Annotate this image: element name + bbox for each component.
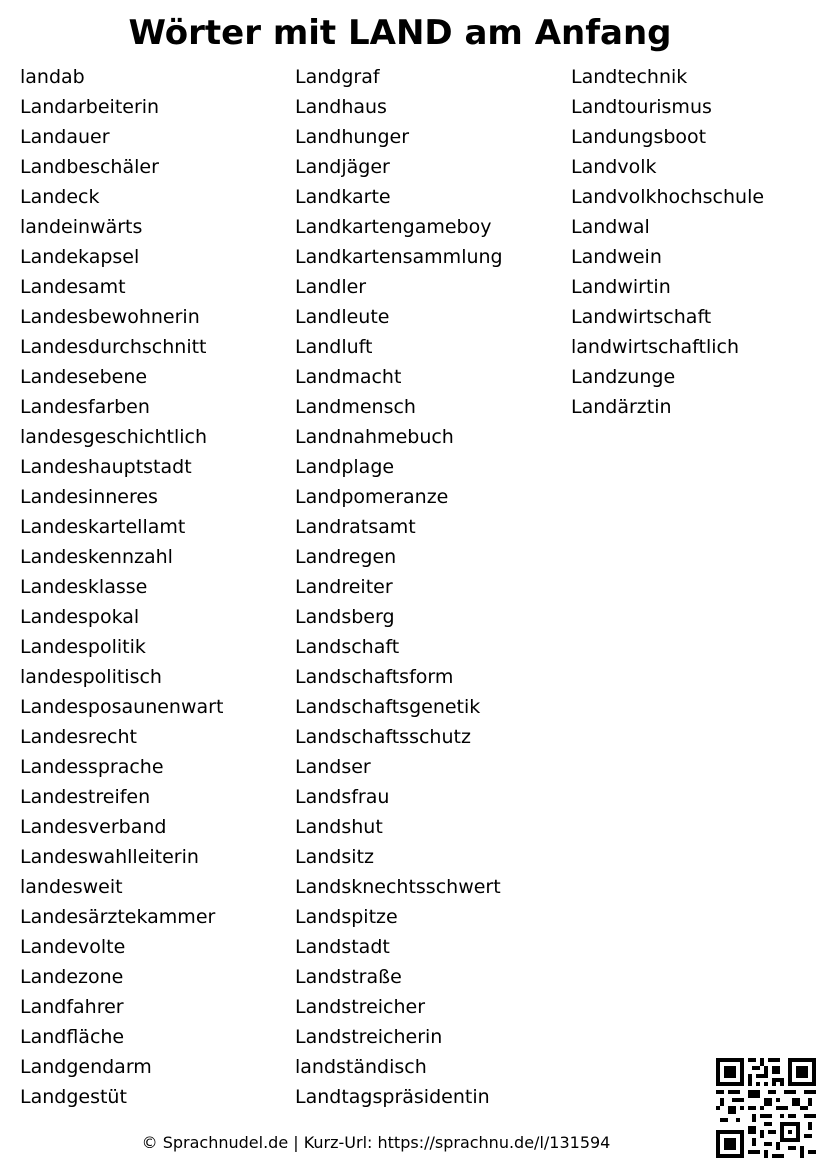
word-item: Landestreifen xyxy=(20,786,151,808)
word-item: Landstreicher xyxy=(295,996,426,1018)
word-item: Landauer xyxy=(20,126,110,148)
word-item: Landesdurchschnitt xyxy=(20,336,207,358)
word-item: Landnahmebuch xyxy=(295,426,454,448)
word-item: Landspitze xyxy=(295,906,398,928)
word-item: Landplage xyxy=(295,456,395,478)
word-item: Landsberg xyxy=(295,606,395,628)
word-item: Landhunger xyxy=(295,126,410,148)
word-item: landesweit xyxy=(20,876,123,898)
word-item: Landtechnik xyxy=(571,66,688,88)
word-item: Landschaftsschutz xyxy=(295,726,471,748)
word-item: Landesebene xyxy=(20,366,148,388)
word-item: Landpomeranze xyxy=(295,486,449,508)
word-item: Landshut xyxy=(295,816,383,838)
word-column-2 xyxy=(295,62,503,1112)
word-item: Landmensch xyxy=(295,396,416,418)
word-item: Landeshauptstadt xyxy=(20,456,192,478)
word-item: Landesbewohnerin xyxy=(20,306,200,328)
word-item: Landeskennzahl xyxy=(20,546,173,568)
word-item: Landeswahlleiterin xyxy=(20,846,199,868)
word-item: Landfahrer xyxy=(20,996,124,1018)
word-item: landständisch xyxy=(295,1056,427,1078)
word-item: Landsfrau xyxy=(295,786,390,808)
word-column-3 xyxy=(571,62,764,422)
word-item: Landesinneres xyxy=(20,486,158,508)
word-item: Landhaus xyxy=(295,96,387,118)
word-item: Landgendarm xyxy=(20,1056,152,1078)
word-item: Landleute xyxy=(295,306,390,328)
word-item: Landgestüt xyxy=(20,1086,127,1108)
word-item: Landler xyxy=(295,276,367,298)
word-item: Landespokal xyxy=(20,606,140,628)
word-item: Landeskartellamt xyxy=(20,516,186,538)
word-item: Landratsamt xyxy=(295,516,416,538)
word-item: Landvolk xyxy=(571,156,657,178)
word-item: Landzunge xyxy=(571,366,676,388)
word-item: Landwirtschaft xyxy=(571,306,712,328)
word-item: Landsknechtsschwert xyxy=(295,876,501,898)
footer-credit: © Sprachnudel.de | Kurz-Url: https://sprachnu.de/l/131594 xyxy=(141,1133,611,1152)
word-item: Landstadt xyxy=(295,936,390,958)
word-item: Landarbeiterin xyxy=(20,96,160,118)
word-item: Landärztin xyxy=(571,396,672,418)
word-item: Landkarte xyxy=(295,186,391,208)
word-item: Landschaft xyxy=(295,636,400,658)
word-item: Landstreicherin xyxy=(295,1026,443,1048)
word-columns xyxy=(0,62,826,1122)
word-item: landwirtschaftlich xyxy=(571,336,739,358)
word-item: Landschaftsgenetik xyxy=(295,696,481,718)
word-item: Landkartengameboy xyxy=(295,216,492,238)
word-item: Landsitz xyxy=(295,846,374,868)
word-item: Landezone xyxy=(20,966,124,988)
word-item: Landkartensammlung xyxy=(295,246,503,268)
word-item: Landekapsel xyxy=(20,246,140,268)
word-item: Landluft xyxy=(295,336,373,358)
qr-code-graphic xyxy=(716,1058,816,1158)
word-item: Landwein xyxy=(571,246,662,268)
word-item: Landesamt xyxy=(20,276,126,298)
word-item: Landessprache xyxy=(20,756,164,778)
word-item: Landreiter xyxy=(295,576,393,598)
word-item: Landesfarben xyxy=(20,396,150,418)
word-item: landab xyxy=(20,66,85,88)
word-item: Landschaftsform xyxy=(295,666,454,688)
word-item: landesgeschichtlich xyxy=(20,426,208,448)
word-item: Landwal xyxy=(571,216,650,238)
word-item: Landser xyxy=(295,756,371,778)
word-item: landespolitisch xyxy=(20,666,162,688)
word-column-1 xyxy=(20,62,223,1112)
word-item: Landungsboot xyxy=(571,126,707,148)
word-item: Landgraf xyxy=(295,66,380,88)
word-item: Landeck xyxy=(20,186,100,208)
qr-code-icon xyxy=(716,1058,816,1158)
word-item: landeinwärts xyxy=(20,216,143,238)
word-item: Landesverband xyxy=(20,816,167,838)
word-item: Landjäger xyxy=(295,156,390,178)
word-item: Landwirtin xyxy=(571,276,671,298)
word-item: Landregen xyxy=(295,546,397,568)
word-item: Landmacht xyxy=(295,366,402,388)
word-item: Landesposaunenwart xyxy=(20,696,224,718)
word-item: Landesrecht xyxy=(20,726,137,748)
word-item: Landtourismus xyxy=(571,96,712,118)
word-item: Landfläche xyxy=(20,1026,125,1048)
word-item: Landtagspräsidentin xyxy=(295,1086,490,1108)
word-item: Landesärztekammer xyxy=(20,906,216,928)
word-item: Landbeschäler xyxy=(20,156,159,178)
word-item: Landevolte xyxy=(20,936,126,958)
word-item: Landesklasse xyxy=(20,576,148,598)
word-item: Landespolitik xyxy=(20,636,146,658)
page-title: Wörter mit LAND am Anfang xyxy=(128,13,672,53)
word-item: Landvolkhochschule xyxy=(571,186,765,208)
word-item: Landstraße xyxy=(295,966,402,988)
